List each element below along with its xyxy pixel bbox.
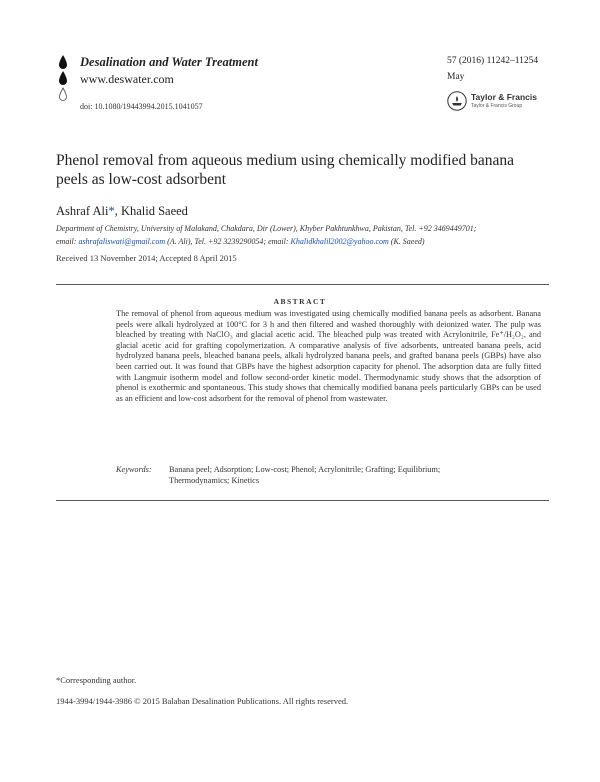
publisher-name: Taylor & Francis	[471, 92, 537, 102]
author-email-link[interactable]: ashrafaliswati@gmail.com	[78, 236, 166, 246]
issue-month: May	[447, 72, 465, 82]
copyright-line: 1944-3994/1944-3986 © 2015 Balaban Desalination Publications. All rights reserved.	[56, 696, 349, 706]
corresponding-author-footnote: *Corresponding author.	[56, 675, 137, 685]
abstract-text: The removal of phenol from aqueous medium was investigated using chemically modified banana peels as adsorbent. Banana peels were alkali hydrolyzed at 100°C for 3 h and then filtered and washed thoroughly with deionized water. The pulp was bleached by treating with NaClO₃ and glacial acetic acid. The bleached pulp was treated with Acrylonitrile, Fe⁺/H₂O₂, and glacial acetic acid for grafting copolymerization. A comparative analysis of five adsorbents, untreated banana peels, acid hydrolyzed banana peels, bleached banana peels, alkali hydrolyzed banana peels, and grafted banana peels (GBPs) have also been carried out. It was found that GBPs have the highest adsorption capacity for phenol. The adsorption data are fully fitted with Langmuir isotherm model and follow second-order kinetic model. Thermodynamic study shows that the adsorption of phenol is exothermic and spontaneous. This study shows that chemically modified banana peels particularly GBPs can be used as an efficient and low-cost adsorbent for the removal of phenol from wastewater.	[116, 309, 541, 403]
publisher-logo	[447, 91, 547, 113]
affiliation-text: (K. Saeed)	[388, 236, 425, 246]
divider	[56, 284, 549, 285]
keywords-list: Banana peel; Adsorption; Low-cost; Phenol; Acrylonitrile; Grafting; Equilibrium;	[169, 465, 441, 474]
publisher-group: Taylor & Francis Group	[471, 103, 523, 109]
author-name: Ashraf Ali	[56, 204, 109, 218]
keywords-list-continued: Thermodynamics; Kinetics	[169, 475, 260, 485]
journal-drops-logo	[56, 54, 70, 104]
keywords	[116, 465, 541, 486]
affiliation-text: Department of Chemistry, University of Malakand, Chakdara, Dir (Lower), Khyber Pakhtunkhwa, Pakistan, Tel. +92 3469449701;	[56, 224, 477, 233]
keywords-label: Keywords:	[116, 465, 152, 474]
author-list	[56, 204, 188, 219]
author-separator: ,	[114, 204, 121, 218]
volume-pages: 57 (2016) 11242–11254	[447, 56, 539, 66]
journal-title: Desalination and Water Treatment	[80, 55, 258, 69]
affiliation	[56, 223, 549, 248]
affiliation-text: (A. Ali), Tel. +92 3239290054; email:	[165, 236, 291, 246]
journal-url[interactable]: www.deswater.com	[80, 72, 174, 86]
paper-title: Phenol removal from aqueous medium using chemically modified banana peels as low-cost adsorbent	[56, 152, 514, 188]
abstract-heading: ABSTRACT	[273, 297, 327, 306]
received-dates: Received 13 November 2014; Accepted 8 April 2015	[56, 253, 237, 263]
author-name: Khalid Saeed	[120, 204, 188, 218]
publisher-lamp-icon	[447, 91, 467, 111]
email-label: email:	[56, 236, 79, 246]
corresponding-author-mark[interactable]: *	[108, 204, 115, 218]
author-email-link[interactable]: Khalidkhalil2002@yahoo.com	[290, 236, 389, 246]
divider	[56, 500, 549, 501]
doi[interactable]: doi: 10.1080/19443994.2015.1041057	[80, 102, 203, 111]
